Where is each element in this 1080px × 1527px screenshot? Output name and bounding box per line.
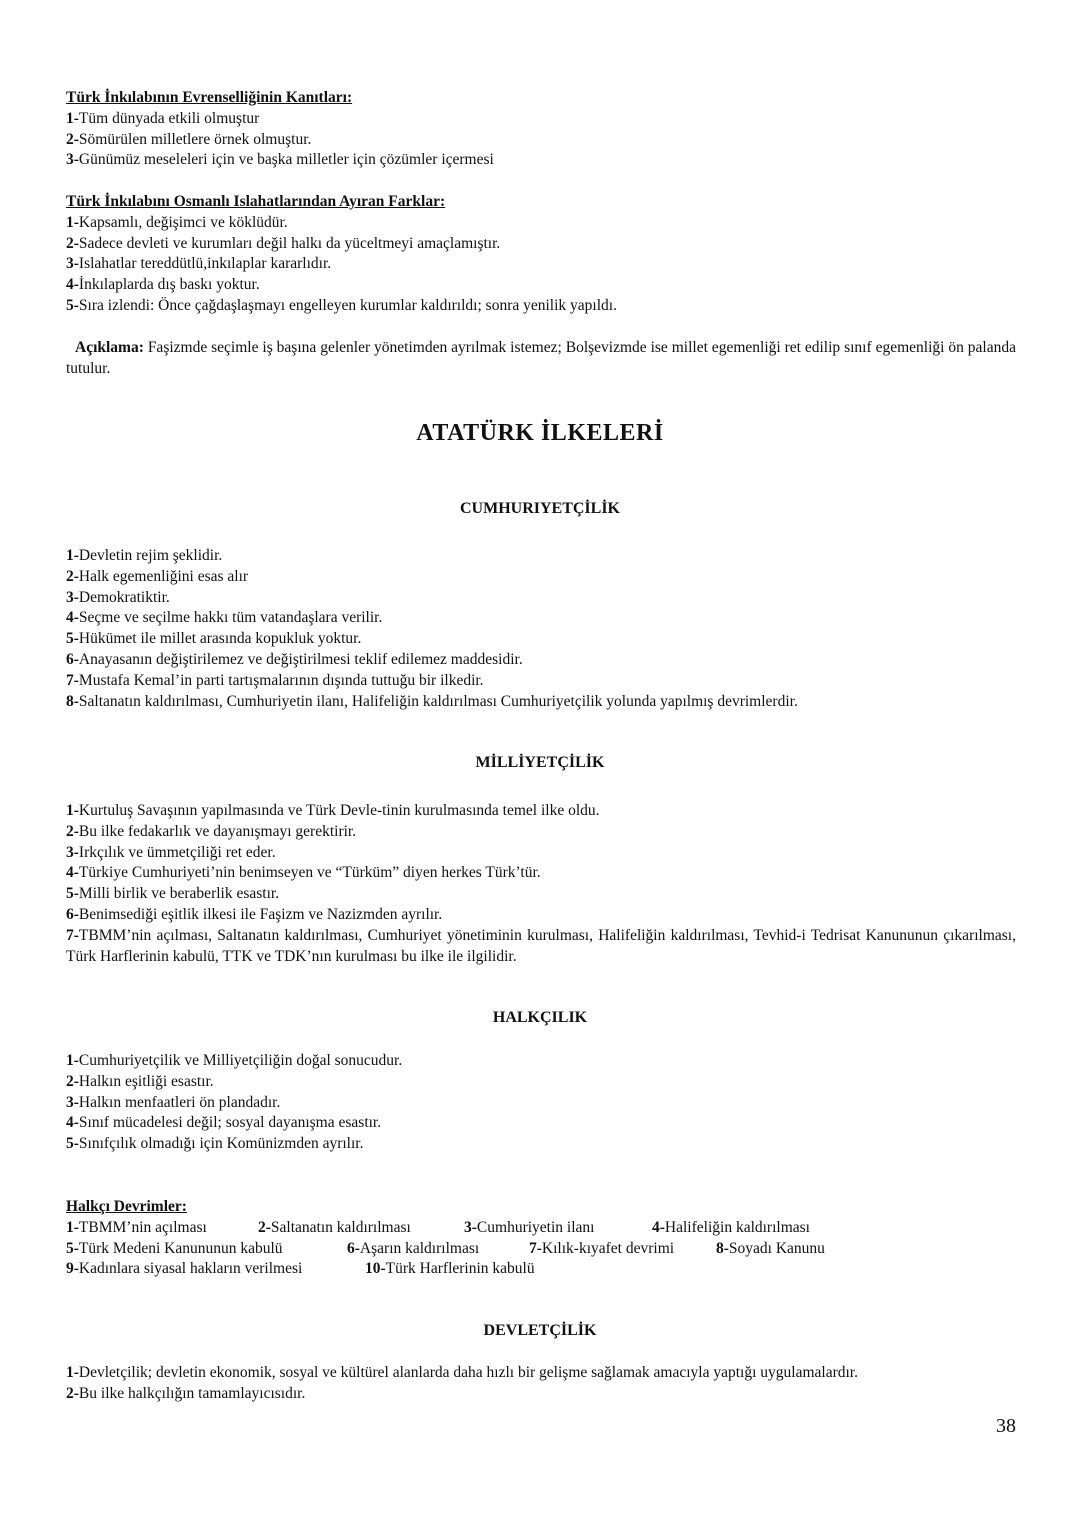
item-number: 10-	[365, 1260, 386, 1278]
item-text: Milli birlik ve beraberlik esastır.	[78, 885, 280, 903]
item-text: Devletin rejim şeklidir.	[78, 547, 223, 564]
item-number: 1-	[66, 1052, 79, 1069]
list-item	[66, 213, 1016, 234]
list-item	[66, 1218, 258, 1239]
revolutions-row	[66, 1239, 1016, 1260]
list-item	[66, 801, 1016, 822]
item-number: 9-	[66, 1260, 79, 1278]
item-text: TBMM’nin açılması, Saltanatın kaldırılması, Cumhuriyet yönetiminin kurulması, Halifeliğin kaldırılması, Tevhid-i Tedrisat Kanununun çıkarılması, Türk Harflerinin kabulü, TTK ve TDK’nın kurulması bu ilke ile ilgilidir.	[66, 926, 1016, 965]
list-item	[66, 275, 1016, 296]
item-number: 3-	[66, 843, 79, 861]
item-number: 5-	[66, 296, 79, 314]
item-text: Sınıfçılık olmadığı için Komünizmden ayrılır.	[78, 1135, 364, 1153]
list-item	[66, 109, 1016, 130]
revolutions-row	[66, 1218, 1016, 1239]
devletcilik-list	[66, 1363, 1016, 1405]
list-item	[66, 588, 1016, 609]
item-number: 1-	[66, 109, 79, 127]
item-number: 1-	[66, 547, 79, 564]
item-text: Türk Medeni Kanununun kabulü	[78, 1239, 283, 1257]
item-text: Kılık-kıyafet devrimi	[541, 1239, 675, 1257]
item-number: 5-	[66, 885, 79, 903]
item-text: Sınıf mücadelesi değil; sosyal dayanışma esastır.	[78, 1114, 382, 1132]
item-text: Hükümet ile millet arasında kopukluk yoktur.	[78, 630, 362, 648]
item-number: 5-	[66, 1135, 79, 1153]
item-text: Demokratiktir.	[78, 588, 170, 606]
list-item	[529, 1239, 716, 1260]
item-text: Aşarın kaldırılması	[359, 1239, 480, 1257]
item-number: 3-	[66, 1093, 79, 1111]
list-item	[66, 567, 1016, 588]
item-text: Türk Harflerinin kabulü	[385, 1260, 535, 1278]
revolutions-row	[66, 1259, 1016, 1280]
item-text: Türkiye Cumhuriyeti’nin benimseyen ve “Türküm” diyen herkes Türk’tür.	[78, 864, 541, 882]
list-item	[66, 905, 1016, 926]
item-number: 1-	[66, 213, 79, 231]
cumhuriyetcilik-heading: CUMHURIYETÇİLİK	[459, 500, 620, 517]
item-number: 2-	[66, 234, 79, 252]
item-text: TBMM’nin açılması	[78, 1218, 207, 1236]
list-item	[66, 926, 1016, 968]
item-text: Sömürülen milletlere örnek olmuştur.	[78, 130, 312, 148]
item-text: Soyadı Kanunu	[728, 1239, 825, 1257]
list-item	[66, 150, 1016, 171]
item-number: 5-	[66, 1239, 79, 1257]
milliyetcilik-heading: MİLLİYETÇİLİK	[475, 754, 605, 771]
list-item	[66, 629, 1016, 650]
item-number: 5-	[66, 630, 79, 648]
list-item	[66, 1259, 365, 1280]
list-item	[66, 1134, 1016, 1155]
item-text: Devletçilik; devletin ekonomik, sosyal ve kültürel alanlarda daha hızlı bir gelişme sağlamak amacıyla yaptığı uygulamalardır.	[78, 1364, 858, 1381]
halkcilik-heading: HALKÇILIK	[492, 1009, 588, 1026]
halkci-devrimler-section	[66, 1197, 1016, 1280]
list-item	[464, 1218, 652, 1239]
list-item	[66, 692, 1016, 713]
page-number: 38	[996, 1415, 1016, 1437]
list-item	[66, 296, 1016, 317]
item-number: 3-	[464, 1218, 477, 1236]
list-item	[258, 1218, 464, 1239]
item-number: 8-	[66, 692, 79, 710]
list-item	[66, 1051, 1016, 1072]
item-number: 6-	[347, 1239, 360, 1257]
item-text: Tüm dünyada etkili olmuştur	[78, 109, 260, 127]
list-item	[66, 822, 1016, 843]
item-number: 2-	[66, 567, 79, 585]
item-text: Saltanatın kaldırılması	[270, 1218, 411, 1236]
item-text: Mustafa Kemal’in parti tartışmalarının dışında tuttuğu bir ilkedir.	[78, 671, 484, 689]
list-item	[66, 884, 1016, 905]
item-text: Halkın eşitliği esastır.	[78, 1072, 214, 1090]
item-text: Cumhuriyetçilik ve Milliyetçiliğin doğal sonucudur.	[78, 1052, 403, 1069]
list-item	[66, 650, 1016, 671]
item-number: 4-	[66, 276, 79, 294]
item-text: Anayasanın değiştirilemez ve değiştirilmesi teklif edilemez maddesidir.	[78, 650, 523, 668]
list-item	[66, 1093, 1016, 1114]
item-number: 1-	[66, 1364, 79, 1381]
list-item	[66, 234, 1016, 255]
page-title: ATATÜRK İLKELERİ	[416, 420, 664, 446]
list-item	[66, 546, 1016, 567]
item-number: 2-	[258, 1218, 271, 1236]
item-text: Seçme ve seçilme hakkı tüm vatandaşlara verilir.	[78, 609, 383, 627]
halkcilik-list	[66, 1051, 1016, 1155]
item-number: 7-	[66, 926, 79, 944]
item-text: Halkın menfaatleri ön plandadır.	[78, 1093, 281, 1111]
farklar-heading: Türk İnkılabını Osmanlı Islahatlarından Ayıran Farklar:	[66, 193, 446, 210]
item-text: İnkılaplarda dış baskı yoktur.	[78, 276, 260, 294]
list-item	[66, 843, 1016, 864]
item-text: Kadınlara siyasal hakların verilmesi	[78, 1260, 303, 1278]
item-number: 2-	[66, 822, 79, 840]
item-text: Kapsamlı, değişimci ve köklüdür.	[78, 213, 288, 231]
list-item	[66, 254, 1016, 275]
item-text: Bu ilke halkçılığın tamamlayıcısıdır.	[78, 1384, 306, 1402]
item-text: Irkçılık ve ümmetçiliği ret eder.	[78, 843, 276, 861]
list-item	[365, 1259, 535, 1280]
item-number: 3-	[66, 255, 79, 273]
item-number: 2-	[66, 1384, 79, 1402]
list-item	[66, 1113, 1016, 1134]
item-number: 1-	[66, 1218, 79, 1236]
cumhuriyetcilik-list	[66, 546, 1016, 712]
devletcilik-heading: DEVLETÇİLİK	[483, 1322, 597, 1339]
item-text: Saltanatın kaldırılması, Cumhuriyetin ilanı, Halifeliğin kaldırılması Cumhuriyetçilik yolunda yapılmış devrimlerdir.	[78, 692, 798, 710]
item-number: 2-	[66, 130, 79, 148]
item-number: 7-	[529, 1239, 542, 1257]
list-item	[66, 863, 1016, 884]
halkci-devrimler-heading: Halkçı Devrimler:	[66, 1198, 187, 1215]
evrensellik-section	[66, 88, 1016, 171]
farklar-section	[66, 192, 1016, 317]
list-item	[66, 671, 1016, 692]
item-text: Halifeliğin kaldırılması	[664, 1218, 810, 1236]
item-number: 8-	[716, 1239, 729, 1257]
list-item	[66, 1072, 1016, 1093]
item-text: Kurtuluş Savaşının yapılmasında ve Türk Devle-tinin kurulmasında temel ilke oldu.	[78, 802, 600, 819]
item-number: 4-	[66, 1114, 79, 1132]
evrensellik-heading: Türk İnkılabının Evrenselliğinin Kanıtları:	[66, 89, 353, 106]
aciklama-label: Açıklama:	[75, 339, 144, 356]
item-text: Islahatlar tereddütlü,inkılaplar kararlıdır.	[78, 255, 332, 273]
item-number: 6-	[66, 650, 79, 668]
list-item	[66, 1239, 347, 1260]
item-text: Günümüz meseleleri için ve başka milletler için çözümler içermesi	[78, 151, 494, 169]
aciklama-paragraph	[66, 338, 1016, 380]
list-item	[66, 608, 1016, 629]
list-item	[716, 1239, 825, 1260]
item-number: 1-	[66, 802, 79, 819]
item-text: Benimsediği eşitlik ilkesi ile Faşizm ve Nazizmden ayrılır.	[78, 905, 443, 923]
item-number: 4-	[66, 864, 79, 882]
list-item	[66, 1363, 1016, 1384]
item-number: 4-	[66, 609, 79, 627]
item-number: 3-	[66, 588, 79, 606]
item-text: Cumhuriyetin ilanı	[476, 1218, 595, 1236]
item-text: Sıra izlendi: Önce çağdaşlaşmayı engelleyen kurumlar kaldırıldı; sonra yenilik yapıldı.	[78, 296, 617, 314]
list-item	[66, 1384, 1016, 1405]
list-item	[66, 130, 1016, 151]
item-number: 6-	[66, 905, 79, 923]
item-text: Sadece devleti ve kurumları değil halkı da yüceltmeyi amaçlamıştır.	[78, 234, 501, 252]
list-item	[652, 1218, 810, 1239]
item-number: 7-	[66, 671, 79, 689]
milliyetcilik-list	[66, 801, 1016, 967]
item-number: 4-	[652, 1218, 665, 1236]
aciklama-text: Faşizmde seçimle iş başına gelenler yönetimden ayrılmak istemez; Bolşevizmde ise millet egemenliği ret edilip sınıf egemenliği ön palanda tutulur.	[66, 339, 1016, 377]
item-number: 3-	[66, 151, 79, 169]
item-text: Bu ilke fedakarlık ve dayanışmayı gerektirir.	[78, 822, 357, 840]
item-text: Halk egemenliğini esas alır	[78, 567, 249, 585]
list-item	[347, 1239, 529, 1260]
item-number: 2-	[66, 1072, 79, 1090]
